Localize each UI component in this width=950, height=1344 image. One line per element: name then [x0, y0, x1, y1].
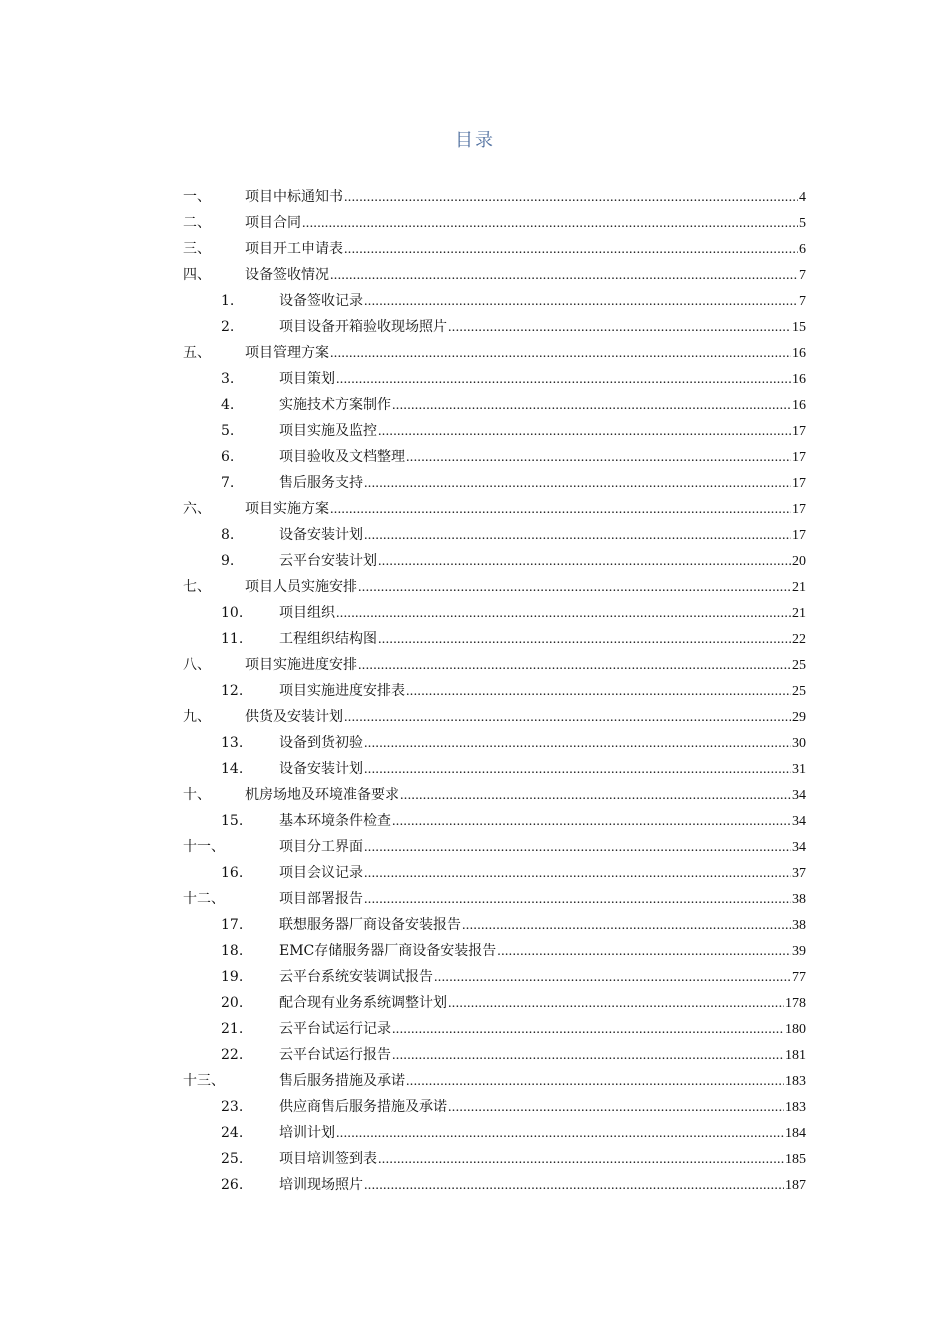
toc-entry-label: 项目培训签到表: [279, 1151, 377, 1167]
toc-entry-number: 4.: [221, 397, 235, 413]
toc-entry-link[interactable]: [245, 496, 806, 523]
toc-entry-label: 云平台试运行记录: [279, 1021, 391, 1037]
toc-entry-label: 项目实施进度安排: [245, 657, 357, 673]
toc-entry-page: 17: [792, 424, 806, 439]
toc-entry-label: 售后服务支持: [279, 475, 363, 491]
toc-entry-page: 183: [785, 1074, 806, 1089]
toc-entry[interactable]: [0, 236, 950, 262]
toc-entry-link[interactable]: [279, 444, 806, 471]
toc-entry-link[interactable]: [279, 366, 806, 393]
toc-entry-label: 项目中标通知书: [245, 189, 343, 205]
toc-entry[interactable]: [0, 1016, 950, 1042]
toc-entry-page: 30: [792, 736, 806, 751]
toc-entry-number: 19.: [221, 969, 244, 985]
toc-entry-label: EMC存储服务器厂商设备安装报告: [279, 943, 497, 959]
toc-entry-link[interactable]: [279, 990, 806, 1017]
toc-entry-number: 11.: [221, 631, 244, 647]
toc-entry-number: 20.: [221, 995, 244, 1011]
toc-entry-link[interactable]: [279, 808, 806, 835]
toc-entry[interactable]: [0, 1068, 950, 1094]
toc-entry-link[interactable]: [279, 314, 806, 341]
toc-entry-number: 17.: [221, 917, 244, 933]
toc-entry-label: 云平台试运行报告: [279, 1047, 391, 1063]
toc-entry-number: 七、: [183, 579, 211, 595]
toc-dot-leader: [462, 913, 791, 939]
toc-entry[interactable]: [0, 678, 950, 704]
toc-entry-link[interactable]: [245, 210, 806, 237]
toc-dot-leader: [364, 471, 791, 497]
toc-entry[interactable]: [0, 392, 950, 418]
toc-entry-number: 5.: [221, 423, 235, 439]
toc-entry-label: 项目人员实施安排: [245, 579, 357, 595]
toc-entry-link[interactable]: [279, 730, 806, 757]
toc-entry-page: 181: [785, 1048, 806, 1063]
toc-entry-number: 21.: [221, 1021, 244, 1037]
toc-entry-page: 25: [792, 658, 806, 673]
toc-entry-label: 项目开工申请表: [245, 241, 343, 257]
toc-entry-link[interactable]: [279, 418, 806, 445]
toc-entry-link[interactable]: [279, 912, 806, 939]
toc-dot-leader: [400, 783, 791, 809]
toc-entry-label: 联想服务器厂商设备安装报告: [279, 917, 461, 933]
toc-entry-page: 16: [792, 346, 806, 361]
toc-dot-leader: [364, 887, 791, 913]
toc-entry-link[interactable]: [279, 288, 806, 315]
toc-entry[interactable]: [0, 808, 950, 834]
toc-entry[interactable]: [0, 652, 950, 678]
toc-entry-label: 设备安装计划: [279, 761, 363, 777]
toc-entry-link[interactable]: [279, 1094, 806, 1121]
toc-entry-label: 项目部署报告: [279, 891, 363, 907]
toc-dot-leader: [364, 835, 791, 861]
toc-entry-label: 设备签收记录: [279, 293, 363, 309]
toc-dot-leader: [302, 211, 798, 237]
toc-entry-page: 185: [785, 1152, 806, 1167]
toc-dot-leader: [448, 1095, 784, 1121]
toc-entry-page: 180: [785, 1022, 806, 1037]
toc-entry-label: 培训现场照片: [279, 1177, 363, 1193]
toc-entry-link[interactable]: [279, 1042, 806, 1069]
toc-dot-leader: [364, 731, 791, 757]
toc-dot-leader: [330, 497, 791, 523]
toc-entry[interactable]: [0, 1172, 950, 1198]
toc-dot-leader: [364, 523, 791, 549]
toc-title: 目录: [455, 130, 495, 151]
toc-entry-label: 供货及安装计划: [245, 709, 343, 725]
toc-entry-label: 培训计划: [279, 1125, 335, 1141]
toc-dot-leader: [358, 653, 791, 679]
toc-entry-link[interactable]: [279, 1172, 806, 1199]
toc-dot-leader: [392, 1043, 784, 1069]
toc-entry-number: 十二、: [183, 891, 225, 907]
toc-entry-number: 18.: [221, 943, 244, 959]
toc-entry-number: 13.: [221, 735, 244, 751]
toc-entry-link[interactable]: [245, 340, 806, 367]
toc-entry-label: 项目组织: [279, 605, 335, 621]
toc-entry-label: 机房场地及环境准备要求: [245, 787, 399, 803]
toc-entry-link[interactable]: [245, 652, 806, 679]
toc-dot-leader: [364, 861, 791, 887]
toc-entry[interactable]: [0, 496, 950, 522]
toc-entry-number: 十一、: [183, 839, 225, 855]
toc-dot-leader: [392, 393, 791, 419]
toc-entry[interactable]: [0, 1094, 950, 1120]
toc-entry-link[interactable]: [279, 938, 806, 965]
toc-entry-page: 37: [792, 866, 806, 881]
toc-entry[interactable]: [0, 262, 950, 288]
toc-entry-label: 项目实施及监控: [279, 423, 377, 439]
toc-dot-leader: [392, 809, 791, 835]
toc-entry-page: 16: [792, 398, 806, 413]
toc-entry-number: 一、: [183, 189, 211, 205]
toc-entry-link[interactable]: [245, 574, 806, 601]
toc-entry-link[interactable]: [279, 626, 806, 653]
toc-entry-link[interactable]: [279, 1146, 806, 1173]
toc-dot-leader: [434, 965, 791, 991]
toc-entry-number: 14.: [221, 761, 244, 777]
toc-entry-label: 供应商售后服务措施及承诺: [279, 1099, 447, 1115]
toc-entry-number: 三、: [183, 241, 211, 257]
toc-entry-number: 2.: [221, 319, 235, 335]
toc-dot-leader: [364, 289, 798, 315]
toc-entry-number: 3.: [221, 371, 235, 387]
toc-entry[interactable]: [0, 782, 950, 808]
toc-entry-number: 二、: [183, 215, 211, 231]
toc-entry-label: 云平台系统安装调试报告: [279, 969, 433, 985]
toc-entry-page: 21: [792, 580, 806, 595]
toc-entry-page: 6: [799, 242, 806, 257]
toc-entry-page: 20: [792, 554, 806, 569]
toc-entry-label: 项目策划: [279, 371, 335, 387]
toc-entry-page: 17: [792, 502, 806, 517]
toc-dot-leader: [336, 367, 791, 393]
toc-entry[interactable]: [0, 210, 950, 236]
toc-entry-label: 设备签收情况: [245, 267, 329, 283]
toc-entry[interactable]: [0, 1042, 950, 1068]
toc-entry-page: 17: [792, 528, 806, 543]
toc-entry-page: 7: [799, 268, 806, 283]
toc-entry-link[interactable]: [279, 678, 806, 705]
toc-entry[interactable]: [0, 444, 950, 470]
toc-entry-number: 26.: [221, 1177, 244, 1193]
toc-entry-page: 184: [785, 1126, 806, 1141]
toc-entry-label: 设备安装计划: [279, 527, 363, 543]
toc-dot-leader: [330, 341, 791, 367]
toc-entry-label: 设备到货初验: [279, 735, 363, 751]
toc-entry-link[interactable]: [279, 860, 806, 887]
toc-entry-link[interactable]: [279, 392, 806, 419]
toc-entry-label: 项目管理方案: [245, 345, 329, 361]
toc-entry-label: 项目设备开箱验收现场照片: [279, 319, 447, 335]
toc-dot-leader: [378, 627, 791, 653]
toc-entry-label: 项目会议记录: [279, 865, 363, 881]
toc-entry[interactable]: [0, 912, 950, 938]
toc-dot-leader: [344, 185, 798, 211]
toc-entry-label: 基本环境条件检查: [279, 813, 391, 829]
toc-entry-number: 24.: [221, 1125, 244, 1141]
toc-entry-number: 九、: [183, 709, 211, 725]
toc-entry-number: 8.: [221, 527, 235, 543]
toc-entry-number: 五、: [183, 345, 211, 361]
toc-entry-page: 25: [792, 684, 806, 699]
toc-entry-number: 16.: [221, 865, 244, 881]
toc-entry[interactable]: [0, 1146, 950, 1172]
toc-entry-link[interactable]: [279, 600, 806, 627]
toc-entry-number: 23.: [221, 1099, 244, 1115]
toc-entry[interactable]: [0, 548, 950, 574]
toc-dot-leader: [448, 315, 791, 341]
toc-entry-label: 项目实施进度安排表: [279, 683, 405, 699]
toc-entry-page: 34: [792, 814, 806, 829]
toc-entry[interactable]: [0, 990, 950, 1016]
toc-entry-page: 15: [792, 320, 806, 335]
toc-entry[interactable]: [0, 574, 950, 600]
toc-dot-leader: [378, 419, 791, 445]
toc-entry-page: 34: [792, 840, 806, 855]
toc-entry-page: 16: [792, 372, 806, 387]
toc-entry-page: 38: [792, 892, 806, 907]
toc-entry-number: 十、: [183, 787, 211, 803]
toc-entry-label: 实施技术方案制作: [279, 397, 391, 413]
toc-entry-label: 售后服务措施及承诺: [279, 1073, 405, 1089]
toc-entry-number: 八、: [183, 657, 211, 673]
toc-dot-leader: [364, 1173, 784, 1199]
toc-entry[interactable]: [0, 600, 950, 626]
toc-entry-link[interactable]: [245, 236, 806, 263]
toc-entry-number: 7.: [221, 475, 235, 491]
toc-entry-page: 38: [792, 918, 806, 933]
toc-entry[interactable]: [0, 522, 950, 548]
toc-entry-label: 工程组织结构图: [279, 631, 377, 647]
toc-entry-page: 77: [792, 970, 806, 985]
toc-entry-label: 云平台安装计划: [279, 553, 377, 569]
toc-entry[interactable]: [0, 1120, 950, 1146]
toc-entry-link[interactable]: [279, 964, 806, 991]
toc-entry-number: 6.: [221, 449, 235, 465]
toc-entry-page: 4: [799, 190, 806, 205]
toc-entry[interactable]: [0, 626, 950, 652]
toc-entry-link[interactable]: [279, 1068, 806, 1095]
toc-entry-number: 十三、: [183, 1073, 225, 1089]
toc-dot-leader: [392, 1017, 784, 1043]
toc-entry-link[interactable]: [279, 470, 806, 497]
toc-entry-page: 178: [785, 996, 806, 1011]
toc-entry-page: 21: [792, 606, 806, 621]
toc-entry-link[interactable]: [279, 1016, 806, 1043]
toc-dot-leader: [406, 1069, 784, 1095]
toc-dot-leader: [344, 237, 798, 263]
toc-entry[interactable]: [0, 366, 950, 392]
toc-dot-leader: [378, 1147, 784, 1173]
toc-entry[interactable]: [0, 834, 950, 860]
toc-dot-leader: [358, 575, 791, 601]
toc-entry[interactable]: [0, 340, 950, 366]
toc-dot-leader: [336, 601, 791, 627]
toc-entry-number: 12.: [221, 683, 244, 699]
toc-entry-number: 六、: [183, 501, 211, 517]
toc-entry[interactable]: [0, 938, 950, 964]
toc-entry-label: 项目合同: [245, 215, 301, 231]
toc-entry-number: 1.: [221, 293, 235, 309]
toc-dot-leader: [336, 1121, 784, 1147]
toc-entry[interactable]: [0, 704, 950, 730]
toc-entry[interactable]: [0, 886, 950, 912]
toc-dot-leader: [406, 679, 791, 705]
toc-entry-link[interactable]: [279, 1120, 806, 1147]
toc-entry-label: 项目分工界面: [279, 839, 363, 855]
toc-entry-link[interactable]: [245, 704, 806, 731]
toc-dot-leader: [448, 991, 784, 1017]
toc-entry-page: 17: [792, 450, 806, 465]
toc-entry-page: 39: [792, 944, 806, 959]
toc-dot-leader: [497, 939, 791, 965]
toc-dot-leader: [330, 263, 798, 289]
toc-entry-number: 25.: [221, 1151, 244, 1167]
toc-entry-page: 5: [799, 216, 806, 231]
toc-entry-link[interactable]: [245, 184, 806, 211]
toc-entry-label: 项目验收及文档整理: [279, 449, 405, 465]
toc-entry-page: 183: [785, 1100, 806, 1115]
toc-entry-link[interactable]: [279, 522, 806, 549]
toc-entry-link[interactable]: [279, 834, 806, 861]
toc-dot-leader: [344, 705, 791, 731]
toc-entry-link[interactable]: [279, 756, 806, 783]
toc-entry[interactable]: [0, 314, 950, 340]
toc-entry-page: 7: [799, 294, 806, 309]
toc-entry-link[interactable]: [279, 548, 806, 575]
toc-entry-number: 15.: [221, 813, 244, 829]
toc-entry-label: 项目实施方案: [245, 501, 329, 517]
toc-entry[interactable]: [0, 184, 950, 210]
toc-entry[interactable]: [0, 756, 950, 782]
toc-entry[interactable]: [0, 730, 950, 756]
toc-entry[interactable]: [0, 418, 950, 444]
toc-dot-leader: [406, 445, 791, 471]
toc-entry-link[interactable]: [245, 782, 806, 809]
toc-entry-number: 10.: [221, 605, 244, 621]
toc-entry-label: 配合现有业务系统调整计划: [279, 995, 447, 1011]
toc-dot-leader: [364, 757, 791, 783]
toc-entry-number: 四、: [183, 267, 211, 283]
toc-entry-page: 187: [785, 1178, 806, 1193]
toc-entry[interactable]: [0, 964, 950, 990]
toc-entry-page: 22: [792, 632, 806, 647]
toc-entry-page: 17: [792, 476, 806, 491]
toc-entry-link[interactable]: [245, 262, 806, 289]
toc-entry[interactable]: [0, 470, 950, 496]
toc-entry-number: 22.: [221, 1047, 244, 1063]
toc-entry-page: 31: [792, 762, 806, 777]
toc-entry-number: 9.: [221, 553, 235, 569]
toc-dot-leader: [378, 549, 791, 575]
toc-entry-page: 34: [792, 788, 806, 803]
toc-entry-link[interactable]: [279, 886, 806, 913]
toc-entry[interactable]: [0, 288, 950, 314]
toc-entry-page: 29: [792, 710, 806, 725]
toc-entry[interactable]: [0, 860, 950, 886]
